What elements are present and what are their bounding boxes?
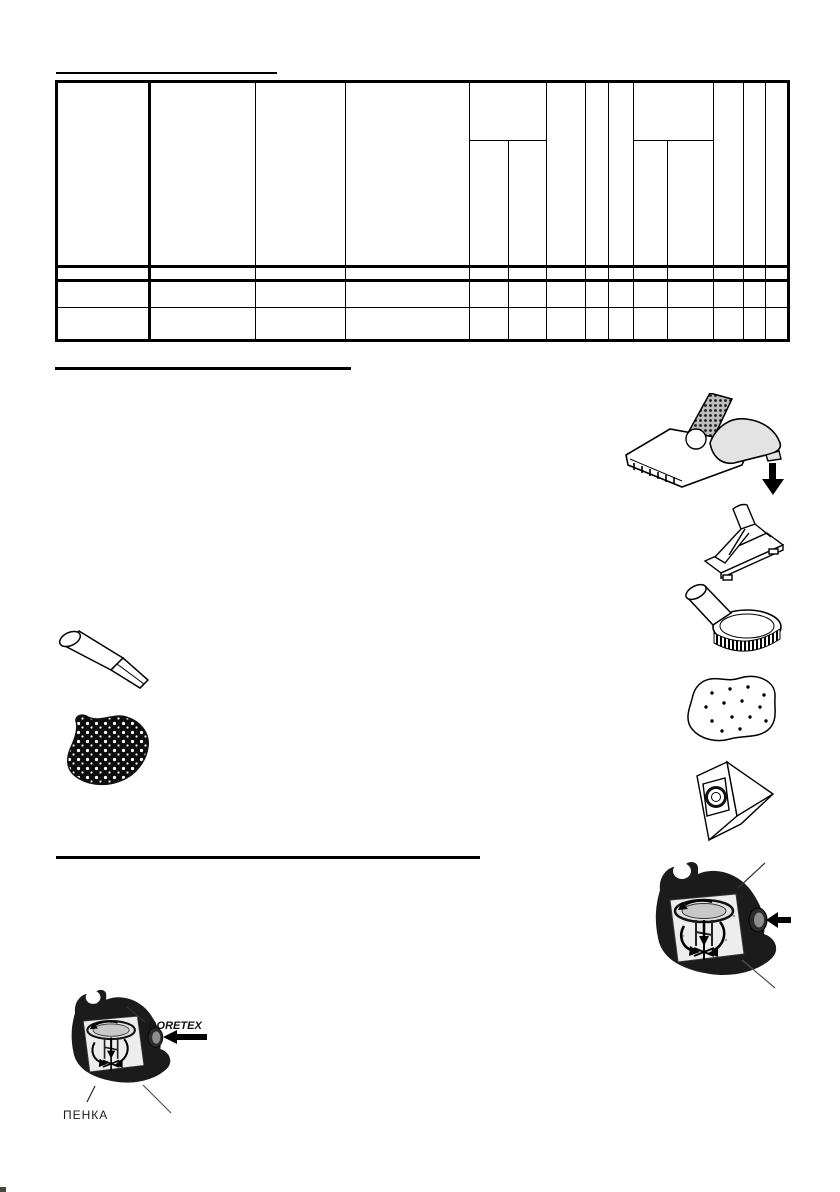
foam-filter-illustration: [58, 703, 156, 791]
spec-table: [55, 80, 790, 342]
table-line: [58, 279, 787, 282]
micro-filter-illustration: [682, 673, 782, 747]
crevice-nozzle-illustration: [57, 625, 153, 697]
vacuum-cutaway-left-illustration: [55, 973, 223, 1123]
upholstery-nozzle-illustration: [695, 503, 790, 583]
down-arrow-icon: [762, 463, 784, 495]
table-line: [743, 83, 744, 339]
table-subline: [508, 140, 509, 339]
floor-nozzle-pedal-illustration: [618, 393, 790, 497]
inlet-arrow-icon: [766, 912, 791, 928]
table-subline: [667, 140, 668, 339]
table-line: [469, 83, 470, 339]
page-corner-mark: [0, 1187, 6, 1192]
table-subheader-line: [469, 140, 546, 141]
table-line: [765, 83, 766, 339]
table-line: [255, 83, 256, 339]
table-line: [608, 83, 609, 339]
table-line: [633, 83, 634, 339]
heading-underline-3: [56, 856, 480, 859]
table-line: [58, 307, 787, 308]
table-line: [713, 83, 714, 339]
table-subheader-line: [633, 140, 713, 141]
dusting-brush-illustration: [683, 583, 785, 661]
goretex-label: GORETEX: [148, 1020, 202, 1032]
table-line: [58, 265, 787, 268]
heading-underline-2: [55, 367, 351, 370]
vacuum-cutaway-right-illustration: [638, 856, 792, 994]
dust-bag-illustration: [683, 754, 780, 846]
table-line: [148, 83, 151, 339]
heading-underline-1: [56, 72, 277, 74]
table-line: [585, 83, 586, 339]
table-line: [345, 83, 346, 339]
penka-label: ПЕНКА: [63, 1108, 109, 1122]
inlet-arrow-icon: [163, 1030, 207, 1044]
table-line: [546, 83, 547, 339]
